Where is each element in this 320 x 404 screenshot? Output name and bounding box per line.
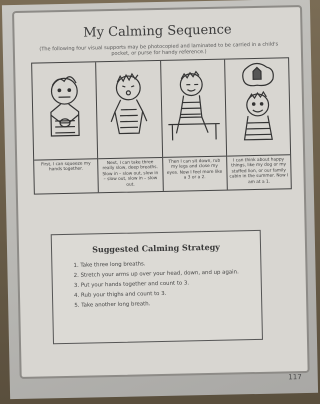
content-panel (12, 5, 310, 382)
squeeze-hands-drawing (32, 62, 97, 160)
book-page (2, 0, 318, 399)
calming-strategy-box (51, 230, 263, 344)
comic-caption-1: First, I can squeeze my hands together. (41, 161, 91, 173)
comic-panel-3 (161, 60, 228, 191)
strategy-step-5: 5. Take another long breath. (81, 297, 239, 310)
strategy-step-2: 2. Stretch your arms up over your head, down, and up again. (80, 267, 238, 280)
comic-panel-4 (225, 58, 291, 189)
deep-breath-drawing (96, 61, 161, 159)
comic-panel-2 (96, 61, 163, 192)
page-title: My Calming Sequence (83, 22, 232, 41)
strategy-step-3: 3. Put your hands together and count to 3. (81, 277, 239, 290)
comic-strip (31, 57, 292, 194)
happy-thoughts-drawing (225, 58, 290, 156)
comic-caption-2: Next, I can take three really slow, deep breaths. Slow in – slow out, slow in – slow out, slow in – slow out. (102, 160, 159, 188)
page-subtitle: (The following four visual supports may be photocopied and laminated to be carried in a child's pocket, or purse for handy reference.) (39, 41, 279, 57)
strategy-steps (66, 257, 239, 311)
comic-panel-1 (32, 62, 99, 193)
comic-caption-4: I can think about happy things, like my dog or my stuffed lion, or our family cabin in the summer. Now I am at a 1. (229, 157, 289, 185)
strategy-title: Suggested Calming Strategy (92, 241, 220, 255)
comic-caption-3: Then I can sit down, rub my legs and close my eyes. Now I feel more like a 3 or a 2. (166, 158, 223, 181)
sit-down-drawing (161, 60, 226, 158)
strategy-step-1: 1. Take three long breaths. (80, 257, 238, 270)
strategy-step-4: 4. Rub your thighs and count to 3. (81, 287, 239, 300)
page-number: 117 (288, 373, 302, 382)
